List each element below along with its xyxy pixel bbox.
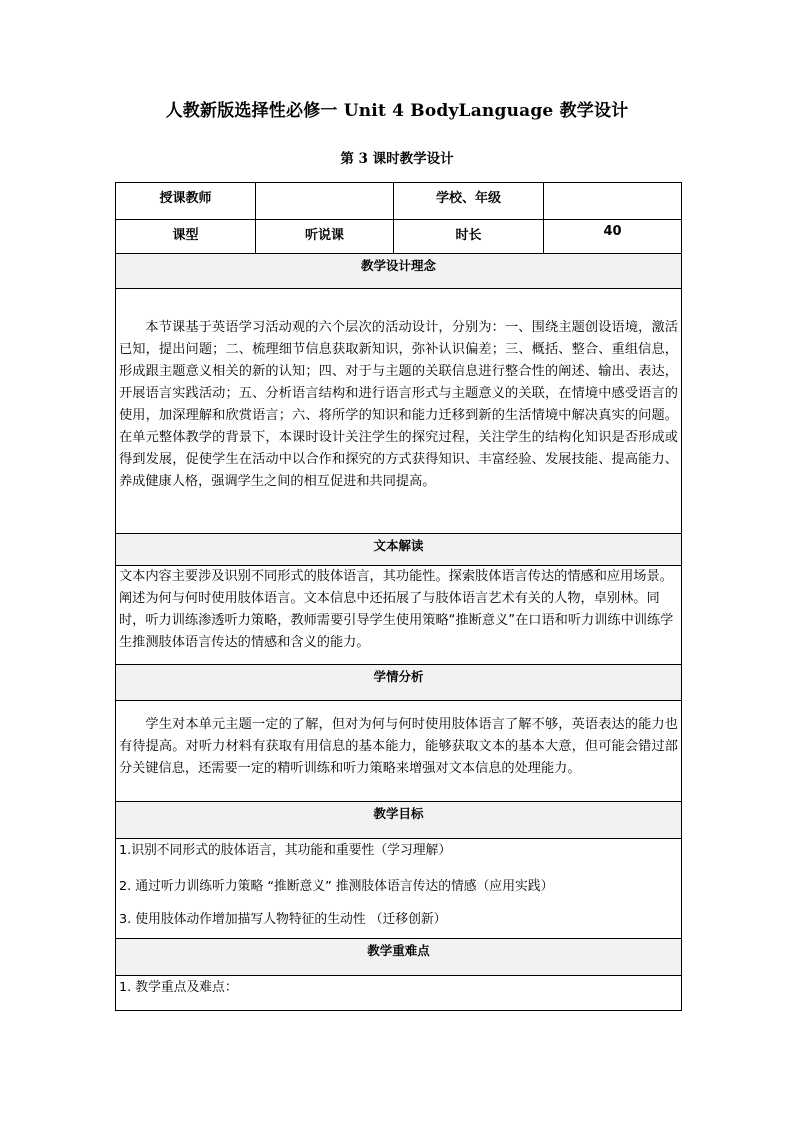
objectives-list [116, 839, 682, 939]
type-label: 课型 [116, 220, 256, 254]
teacher-label: 授课教师 [116, 183, 256, 220]
text-analysis-text: 文本内容主要涉及识别不同形式的肢体语言，其功能性。探索肢体语言传达的情感和应用场景。阐述为何与何时使用肢体语言。文本信息中还拓展了与肢体语言艺术有关的人物，卓别林。同时，听力训练渗透听力策略，教师需要引导学生使用策略“推断意义”在口语和听力训练中训练学生推测肢体语言传达的情感和含义的能力。 [116, 566, 682, 665]
lesson-plan-table [115, 182, 682, 1011]
student-analysis-text: 学生对本单元主题一定的了解，但对为何与何时使用肢体语言了解不够，英语表达的能力也有待提高。对听力材料有获取有用信息的基本能力，能够获取文本的基本大意，但可能会错过部分关键信息，还需要一定的精听训练和听力策略来增强对文本信息的处理能力。 [119, 717, 678, 776]
document-title: 人教新版选择性必修一 Unit 4 BodyLanguage 教学设计 [165, 101, 629, 121]
objective-item: 3. 使用肢体动作增加描写人物特征的生动性 （迁移创新） [119, 912, 447, 927]
info-row-type [116, 220, 682, 254]
student-analysis-body [116, 701, 682, 802]
objective-item: 1.识别不同形式的肢体语言，其功能和重要性（学习理解） [119, 843, 452, 858]
section-heading-text-analysis: 文本解读 [116, 534, 682, 566]
objective-item: 2. 通过听力训练听力策略 “推断意义” 推测肢体语言传达的情感（应用实践） [119, 879, 554, 894]
section-heading-design-concept: 教学设计理念 [116, 254, 682, 289]
type-value: 听说课 [256, 220, 394, 254]
school-label: 学校、年级 [394, 183, 544, 220]
section-heading-student-analysis: 学情分析 [116, 665, 682, 701]
key-points-item: 1. 教学重点及难点： [116, 976, 682, 1011]
duration-label: 时长 [394, 220, 544, 254]
section-heading-objectives: 教学目标 [116, 802, 682, 839]
section-heading-key-points: 教学重难点 [116, 939, 682, 976]
duration-value: 40 [544, 220, 682, 254]
school-value [544, 183, 682, 220]
teacher-value [256, 183, 394, 220]
design-concept-body [116, 289, 682, 534]
design-concept-text: 本节课基于英语学习活动观的六个层次的活动设计，分别为：一、围绕主题创设语境，激活已知，提出问题；二、梳理细节信息获取新知识，弥补认识偏差；三、概括、整合、重组信息，形成跟主题意义相关的新的认知；四、对于与主题的关联信息进行整合性的阐述、输出、表达，开展语言实践活动；五、分析语言结构和进行语言形式与主题意义的关联，在情境中感受语言的使用，加深理解和欣赏语言；六、将所学的知识和能力迁移到新的生活情境中解决真实的问题。在单元整体教学的背景下，本课时设计关注学生的探究过程，关注学生的结构化知识是否形成或得到发展，促使学生在活动中以合作和探究的方式获得知识、丰富经验、发展技能、提高能力、养成健康人格，强调学生之间的相互促进和共同提高。 [119, 320, 678, 489]
info-row-teacher [116, 183, 682, 220]
document-subtitle: 第 3 课时教学设计 [340, 151, 454, 167]
